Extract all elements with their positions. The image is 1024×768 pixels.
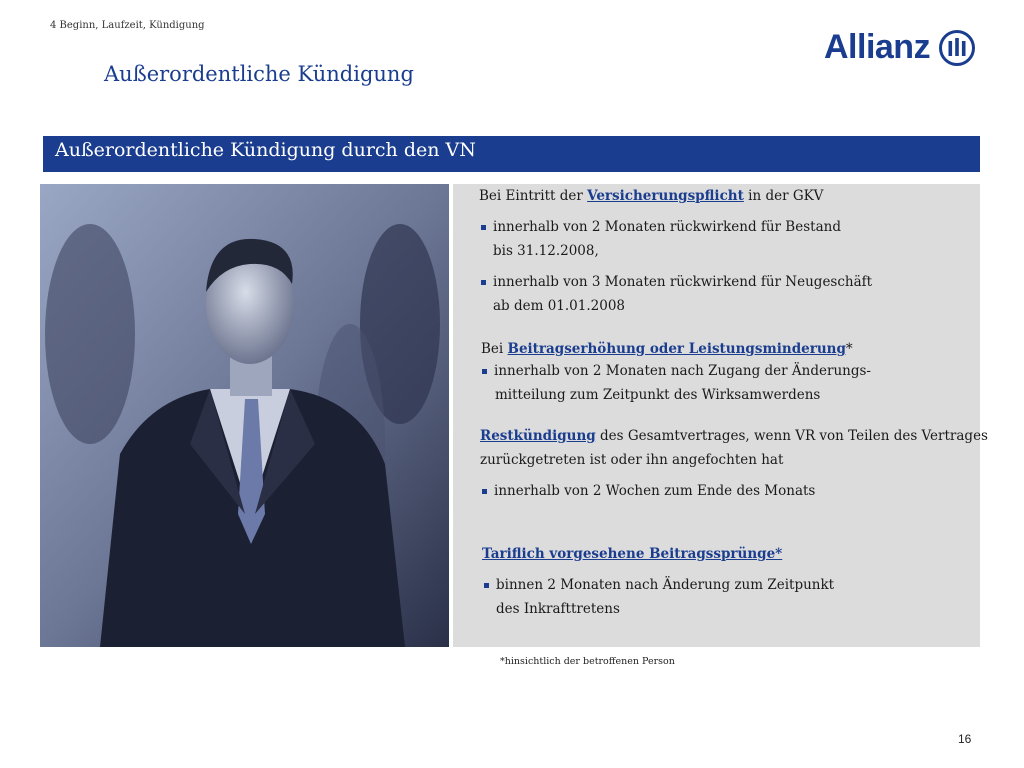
section-tarif-heading xyxy=(482,546,782,562)
bullet-square-icon xyxy=(482,369,487,374)
text-panel xyxy=(453,184,988,647)
businessman-photo-illustration xyxy=(40,184,449,647)
rest-heading-post: des Gesamtvertrages, wenn VR von Teilen des Vertrages xyxy=(595,428,988,444)
section-banner xyxy=(43,136,980,172)
beitrag-bullet-line-1: innerhalb von 2 Monaten nach Zugang der Änderungs- xyxy=(494,363,871,379)
tarif-bullet-line-1: binnen 2 Monaten nach Änderung zum Zeitpunkt xyxy=(496,577,835,593)
beitrag-bullet-line-2: mitteilung zum Zeitpunkt des Wirksamwerdens xyxy=(495,387,821,403)
section-gkv-heading xyxy=(479,188,823,204)
beitrag-heading-post: * xyxy=(845,341,853,357)
page-number: 16 xyxy=(958,732,972,746)
gkv-heading-emphasis: Versicherungspflicht xyxy=(587,188,744,204)
allianz-eagle-icon xyxy=(938,29,976,67)
beitrag-heading-pre: Bei xyxy=(481,341,508,357)
bullet-square-icon xyxy=(482,489,487,494)
photo-businessman xyxy=(40,184,449,647)
page-title: Außerordentliche Kündigung xyxy=(104,62,414,86)
rest-heading-emphasis: Restkündigung xyxy=(480,428,596,444)
banner-title: Außerordentliche Kündigung durch den VN xyxy=(55,139,476,161)
logo-text: Allianz xyxy=(824,28,931,66)
breadcrumb: 4 Beginn, Laufzeit, Kündigung xyxy=(50,20,205,31)
allianz-logo xyxy=(824,28,976,67)
gkv-heading-post: in der GKV xyxy=(743,188,824,204)
tarif-heading-emphasis: Tariflich vorgesehene Beitragssprünge* xyxy=(482,546,783,562)
section-rest-heading xyxy=(480,428,988,444)
section-beitrag-heading xyxy=(481,341,853,357)
gkv-heading-pre: Bei Eintritt der xyxy=(479,188,588,204)
footnote: *hinsichtlich der betroffenen Person xyxy=(500,656,675,667)
tarif-bullet-line-2: des Inkrafttretens xyxy=(496,601,620,617)
bullet-square-icon xyxy=(484,583,489,588)
gkv-bullet-1-line-2: bis 31.12.2008, xyxy=(493,243,599,259)
gkv-bullet-2-line-1: innerhalb von 3 Monaten rückwirkend für Neugeschäft xyxy=(493,274,873,290)
gkv-bullet-1-line-1: innerhalb von 2 Monaten rückwirkend für Bestand xyxy=(493,219,841,235)
bullet-square-icon xyxy=(481,225,486,230)
beitrag-heading-emphasis: Beitragserhöhung oder Leistungsminderung xyxy=(507,341,846,357)
rest-bullet-line-1: innerhalb von 2 Wochen zum Ende des Monats xyxy=(494,483,816,499)
rest-heading-line-2: zurückgetreten ist oder ihn angefochten hat xyxy=(480,452,784,468)
gkv-bullet-2-line-2: ab dem 01.01.2008 xyxy=(493,298,626,314)
bullet-square-icon xyxy=(481,280,486,285)
